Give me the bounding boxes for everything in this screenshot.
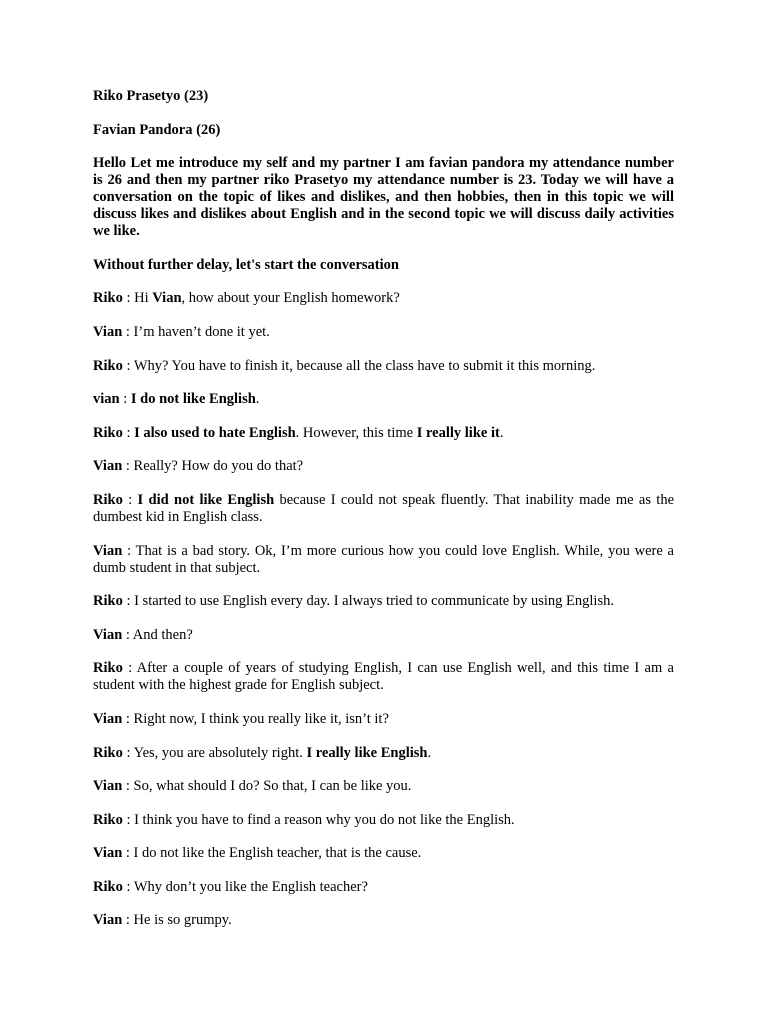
- line-text: : That is a bad story. Ok, I’m more curious how you could love English. While, you were a dumb student in that subject.: [93, 542, 674, 576]
- dialogue-line: [93, 845, 674, 862]
- line-text: : Really? How do you do that?: [122, 458, 304, 475]
- dialogue-line: [93, 543, 674, 577]
- speaker-name: Vian: [93, 778, 123, 795]
- speaker-name: Riko: [93, 660, 123, 677]
- line-text: : Why? You have to finish it, because all the class have to submit it this morning.: [122, 357, 596, 374]
- dialogue-line: [93, 425, 674, 442]
- author-line-1: Riko Prasetyo (23): [93, 88, 209, 104]
- speaker-name: Vian: [93, 323, 123, 340]
- bold-phrase: I do not like English: [130, 391, 256, 408]
- bold-phrase: I did not like English: [137, 491, 275, 508]
- dialogue-line: [93, 812, 674, 829]
- dialogue-line: [93, 745, 674, 762]
- line-text: : I’m haven’t done it yet.: [122, 323, 270, 340]
- speaker-name: Vian: [93, 710, 123, 727]
- line-text: :: [119, 391, 131, 408]
- author-line-2: Favian Pandora (26): [93, 121, 221, 138]
- dialogue-line: [93, 492, 674, 526]
- line-text: :: [122, 424, 135, 441]
- line-text: : I started to use English every day. I always tried to communicate by using English.: [122, 593, 614, 610]
- document-page: [93, 88, 674, 946]
- dialogue-line: [93, 358, 674, 375]
- line-text: .: [255, 391, 260, 408]
- dialogue-line: [93, 778, 674, 795]
- line-text: : I think you have to find a reason why you do not like the English.: [122, 811, 515, 828]
- line-text: .: [427, 744, 432, 761]
- dialogue-line: [93, 627, 674, 644]
- dialogue-line: [93, 879, 674, 896]
- line-text: : He is so grumpy.: [122, 912, 232, 929]
- speaker-name: Vian: [93, 542, 123, 559]
- start-line: Without further delay, let's start the conversation: [93, 256, 399, 273]
- line-text: :: [122, 491, 138, 508]
- speaker-name: Vian: [93, 626, 123, 643]
- speaker-name: Riko: [93, 491, 123, 508]
- speaker-name: Riko: [93, 811, 123, 828]
- bold-phrase: Vian: [152, 290, 182, 307]
- bold-phrase: I really like English: [306, 744, 428, 761]
- speaker-name: Vian: [93, 912, 123, 929]
- speaker-name: vian: [93, 391, 120, 408]
- speaker-name: Vian: [93, 458, 123, 475]
- dialogue: [93, 290, 674, 929]
- line-text: : Why don’t you like the English teacher?: [122, 878, 368, 895]
- line-text: : Right now, I think you really like it, isn’t it?: [122, 710, 389, 727]
- line-text: : So, what should I do? So that, I can be like you.: [122, 778, 412, 795]
- line-text: : I do not like the English teacher, that is the cause.: [122, 845, 422, 862]
- dialogue-line: [93, 711, 674, 728]
- line-text: : And then?: [122, 626, 193, 643]
- line-text: because I could not speak fluently. That inability made me as the dumbest kid in English class.: [93, 491, 675, 525]
- line-text: : Hi: [122, 290, 153, 307]
- dialogue-line: [93, 391, 674, 408]
- dialogue-line: [93, 660, 674, 694]
- intro-paragraph: Hello Let me introduce my self and my partner I am favian pandora my attendance number is 26 and then my partner riko Prasetyo my attendance number is 23. Today we will have a conversation on the topic of likes and dislikes, and then hobbies, then in this topic we will discuss likes and dislikes about English and in the second topic we will discuss daily activities we like.: [93, 155, 674, 240]
- line-text: , how about your English homework?: [181, 290, 400, 307]
- line-text: . However, this time: [295, 424, 417, 441]
- line-text: .: [499, 424, 504, 441]
- dialogue-line: [93, 912, 674, 929]
- line-text: : Yes, you are absolutely right.: [122, 744, 307, 761]
- dialogue-line: [93, 458, 674, 475]
- dialogue-line: [93, 593, 674, 610]
- dialogue-line: [93, 324, 674, 341]
- speaker-name: Riko: [93, 357, 123, 374]
- speaker-name: Vian: [93, 845, 123, 862]
- speaker-name: Riko: [93, 290, 123, 307]
- bold-phrase: I really like it: [416, 424, 500, 441]
- speaker-name: Riko: [93, 878, 123, 895]
- bold-phrase: I also used to hate English: [134, 424, 296, 441]
- line-text: : After a couple of years of studying English, I can use English well, and this time I am a student with the highest grade for English subject.: [93, 660, 674, 694]
- speaker-name: Riko: [93, 424, 123, 441]
- speaker-name: Riko: [93, 593, 123, 610]
- speaker-name: Riko: [93, 744, 123, 761]
- dialogue-line: [93, 290, 674, 307]
